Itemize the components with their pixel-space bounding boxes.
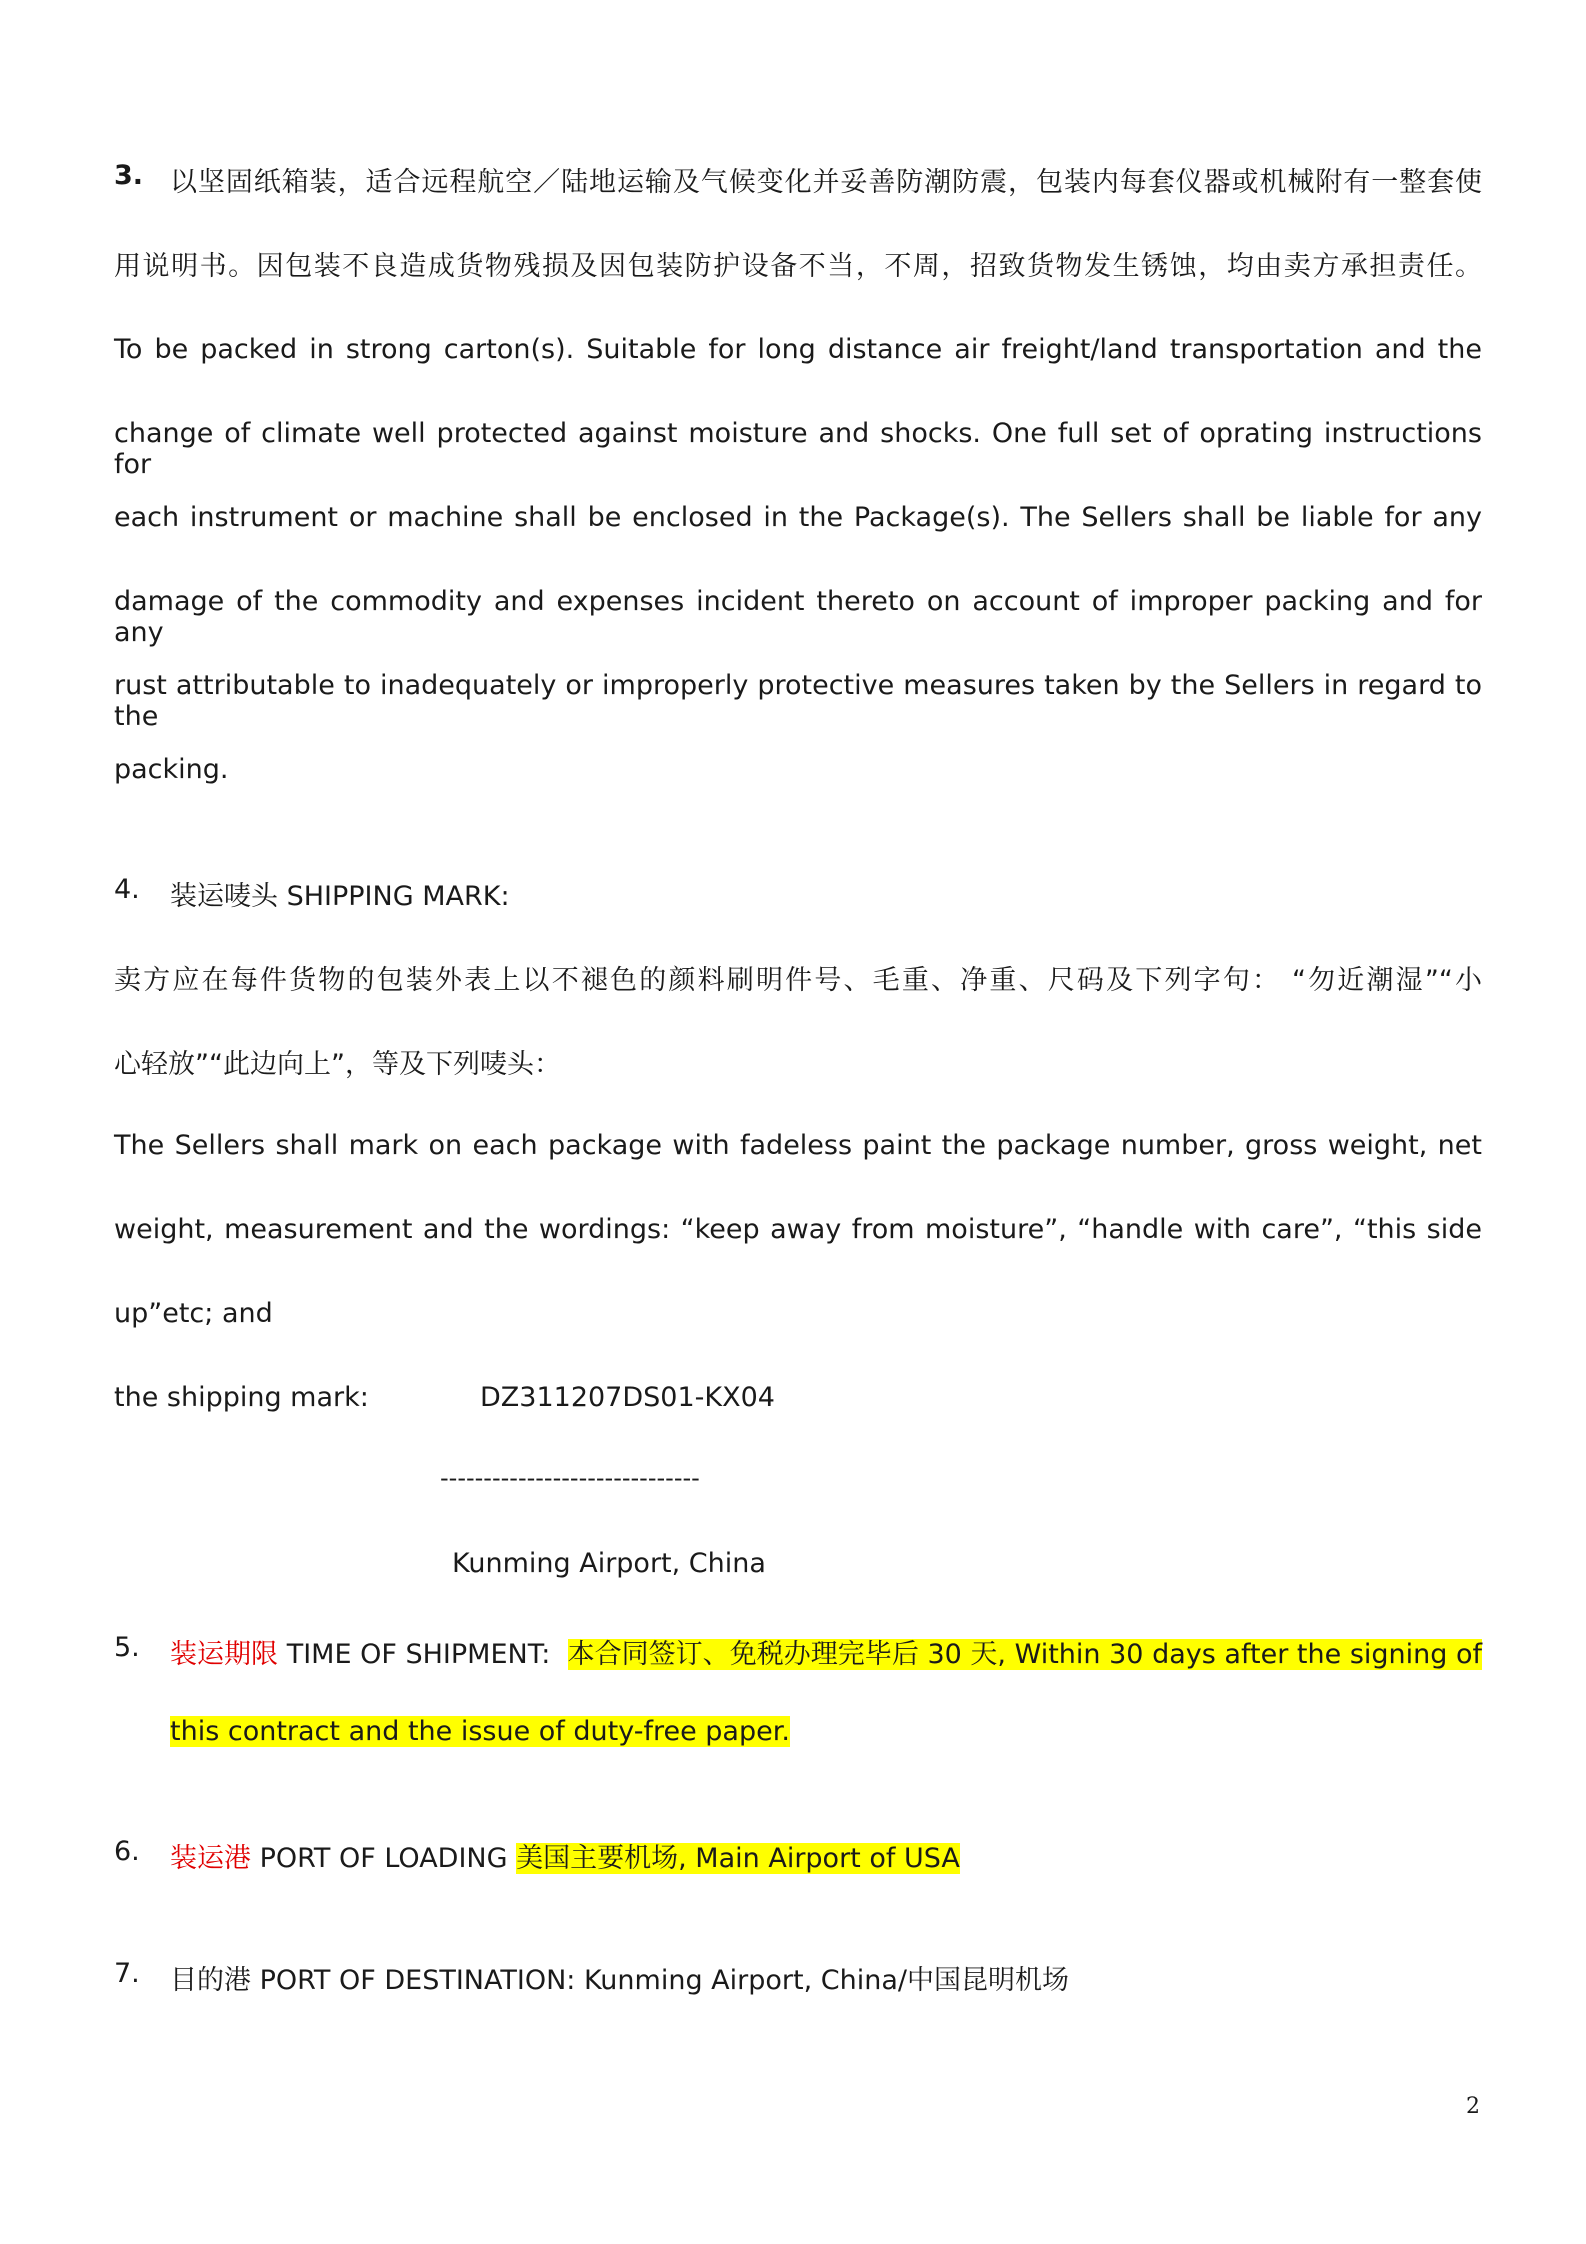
- clause-6-number: 6.: [114, 1836, 140, 1867]
- clause-3-en-line-1: To be packed in strong carton(s). Suitable for long distance air freight/land transportation and the: [114, 334, 1482, 365]
- clause-7-number: 7.: [114, 1958, 140, 1989]
- shipping-mark-code: DZ311207DS01-KX04: [480, 1382, 775, 1413]
- clause-6-label-cn: 装运港: [170, 1843, 251, 1874]
- page-number: 2: [1466, 2094, 1480, 2119]
- clause-5-number: 5.: [114, 1632, 140, 1663]
- clause-3-cn-line-2: 用说明书。因包装不良造成货物残损及因包装防护设备不当，不周，招致货物发生锈蚀，均由卖方承担责任。: [114, 251, 1482, 282]
- clause-6-line: [170, 1836, 960, 1875]
- clause-5-line-2: [170, 1716, 790, 1747]
- clause-4-en-line-2: weight, measurement and the wordings: “keep away from moisture”, “handle with care”, “this side: [114, 1214, 1482, 1245]
- clause-6-value: 美国主要机场, Main Airport of USA: [516, 1843, 960, 1874]
- clause-5-value-line-2: this contract and the issue of duty-free paper.: [170, 1716, 790, 1747]
- clause-5-label-cn: 装运期限: [170, 1639, 279, 1670]
- clause-6-label-en: PORT OF LOADING: [251, 1843, 517, 1874]
- clause-3-en-line-3: each instrument or machine shall be enclosed in the Package(s). The Sellers shall be liable for any: [114, 502, 1482, 533]
- shipping-mark-label: the shipping mark:: [114, 1382, 369, 1413]
- clause-4-cn-line-1: 卖方应在每件货物的包装外表上以不褪色的颜料刷明件号、毛重、净重、尺码及下列字句： “勿近潮湿”“小: [114, 965, 1482, 996]
- clause-3-en-line-6: packing.: [114, 754, 229, 785]
- clause-4-en-line-1: The Sellers shall mark on each package with fadeless paint the package number, gross weight, net: [114, 1130, 1482, 1161]
- clause-4-heading: 装运唛头 SHIPPING MARK:: [170, 881, 510, 912]
- clause-7-text: 目的港 PORT OF DESTINATION: Kunming Airport, China/中国昆明机场: [170, 1965, 1069, 1996]
- clause-5-line-1: [170, 1632, 1482, 1671]
- clause-4-en-line-3: up”etc; and: [114, 1298, 273, 1329]
- clause-3-en-line-4: damage of the commodity and expenses incident thereto on account of improper packing and for any: [114, 586, 1482, 648]
- clause-5-label-en: TIME OF SHIPMENT:: [278, 1639, 568, 1670]
- shipping-mark-destination: Kunming Airport, China: [452, 1548, 766, 1579]
- clause-5-value-line-1: 本合同签订、免税办理完毕后 30 天, Within 30 days after the signing of: [567, 1639, 1483, 1670]
- clause-3-en-line-5: rust attributable to inadequately or improperly protective measures taken by the Sellers in regard to the: [114, 670, 1482, 732]
- shipping-mark-divider: ------------------------------: [440, 1464, 700, 1492]
- clause-3-cn-line-1: 以坚固纸箱装，适合远程航空／陆地运输及气候变化并妥善防潮防震，包装内每套仪器或机械附有一整套使: [170, 167, 1482, 198]
- clause-3-number: 3.: [114, 160, 144, 191]
- clause-4-cn-line-2: 心轻放”“此边向上”，等及下列唛头：: [114, 1049, 561, 1080]
- clause-4-number: 4.: [114, 874, 140, 905]
- clause-3-en-line-2: change of climate well protected against moisture and shocks. One full set of oprating instructions for: [114, 418, 1482, 480]
